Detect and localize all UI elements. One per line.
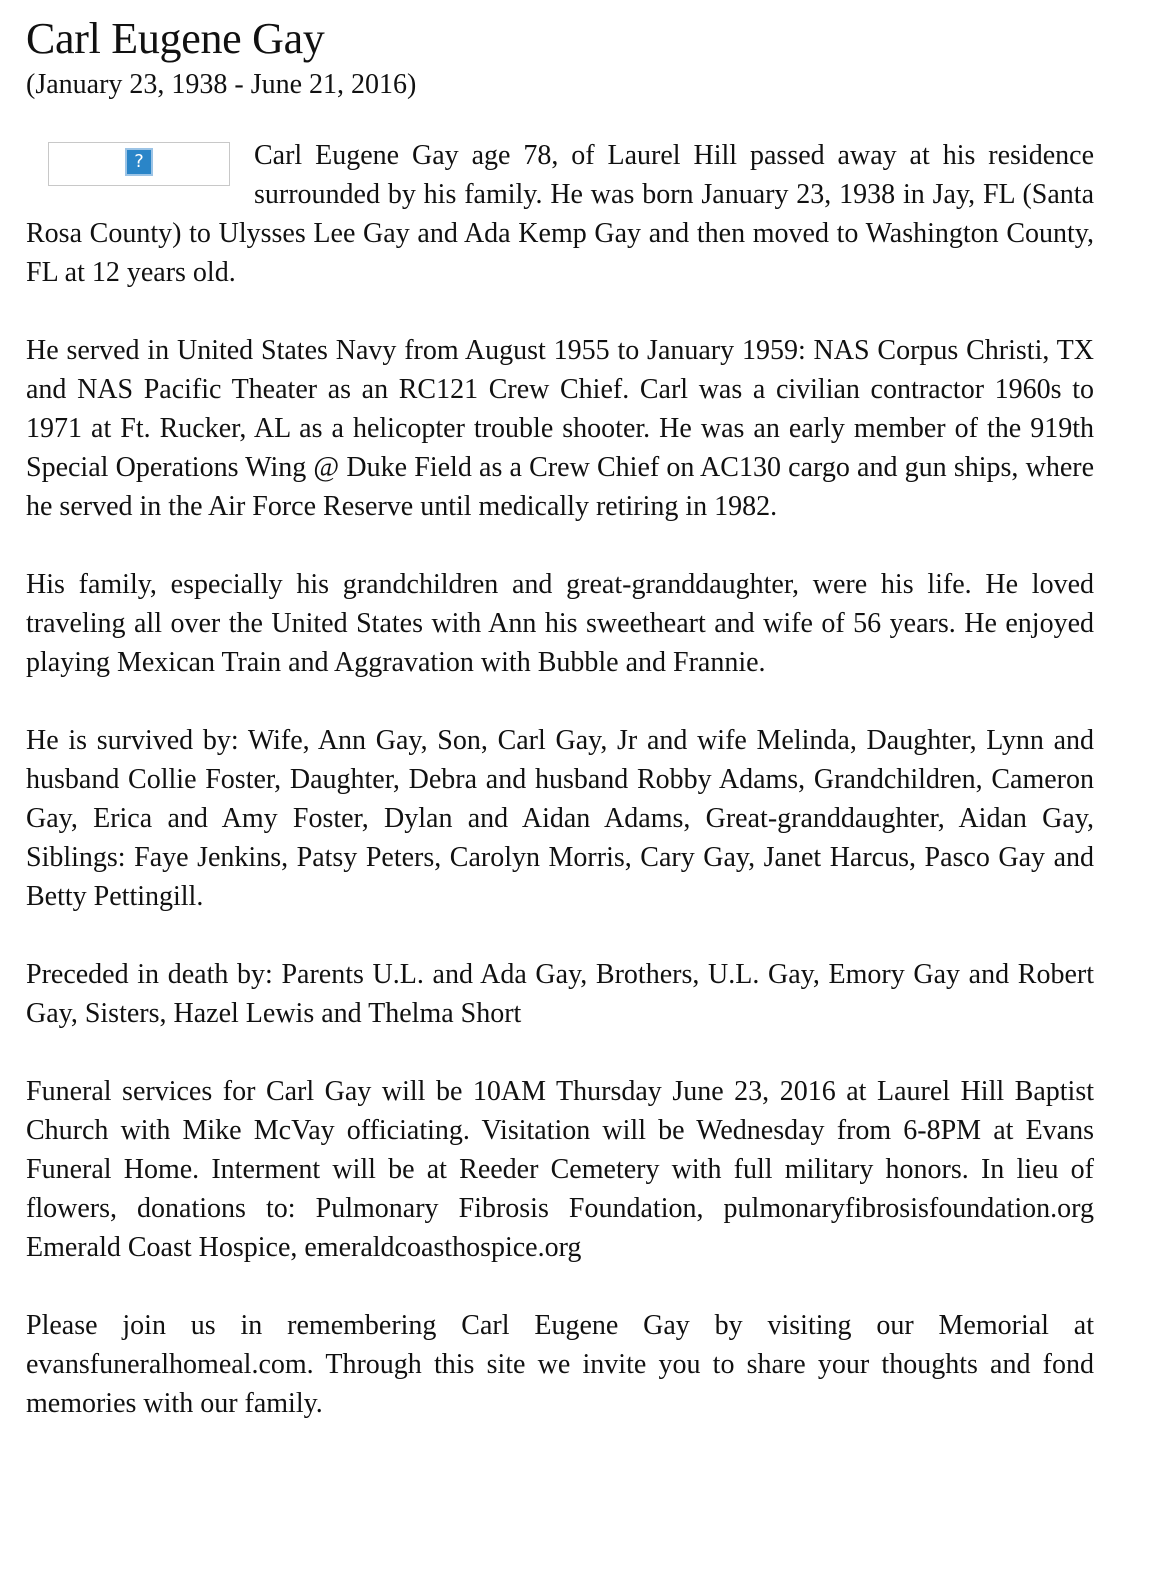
paragraph-memorial: Please join us in remembering Carl Eugene Gay by visiting our Memorial at evansfuneralhomeal.com. Through this site we invite you to share your thoughts and fond memories with our family. — [26, 1310, 1094, 1419]
paragraph-intro — [26, 136, 1094, 292]
paragraph-family: His family, especially his grandchildren and great-granddaughter, were his life. He loved traveling all over the United States with Ann his sweetheart and wife of 56 years. He enjoyed playing Mexican Train and Aggravation with Bubble and Frannie. — [26, 569, 1094, 678]
page-title: Carl Eugene Gay — [26, 14, 325, 63]
life-dates: (January 23, 1938 - June 21, 2016) — [26, 69, 417, 100]
paragraph-preceded-by: Preceded in death by: Parents U.L. and Ada Gay, Brothers, U.L. Gay, Emory Gay and Robert Gay, Sisters, Hazel Lewis and Thelma Short — [26, 959, 1094, 1029]
question-mark-icon: ? — [125, 148, 153, 176]
paragraph-survived-by: He is survived by: Wife, Ann Gay, Son, Carl Gay, Jr and wife Melinda, Daughter, Lynn and husband Collie Foster, Daughter, Debra and husband Robby Adams, Grandchildren, Cameron Gay, Erica and Amy Foster, Dylan and Aidan Adams, Great-granddaughter, Aidan Gay, Siblings: Faye Jenkins, Patsy Peters, Carolyn Morris, Cary Gay, Janet Harcus, Pasco Gay and Betty Pettingill. — [26, 725, 1094, 912]
paragraph-services: Funeral services for Carl Gay will be 10AM Thursday June 23, 2016 at Laurel Hill Baptist Church with Mike McVay officiating. Visitation will be Wednesday from 6-8PM at Evans Funeral Home. Interment will be at Reeder Cemetery with full military honors. In lieu of flowers, donations to: Pulmonary Fibrosis Foundation, pulmonaryfibrosisfoundation.org Emerald Coast Hospice, emeraldcoasthospice.org — [26, 1076, 1094, 1263]
paragraph-military: He served in United States Navy from August 1955 to January 1959: NAS Corpus Christi, TX and NAS Pacific Theater as an RC121 Crew Chief. Carl was a civilian contractor 1960s to 1971 at Ft. Rucker, AL as a helicopter trouble shooter. He was an early member of the 919th Special Operations Wing @ Duke Field as a Crew Chief on AC130 cargo and gun ships, where he served in the Air Force Reserve until medically retiring in 1982. — [26, 335, 1094, 522]
broken-image-placeholder — [48, 142, 230, 186]
paragraph-intro-text: Carl Eugene Gay age 78, of Laurel Hill passed away at his residence surrounded by his family. He was born January 23, 1938 in Jay, FL (Santa Rosa County) to Ulysses Lee Gay and Ada Kemp Gay and then moved to Washington County, FL at 12 years old. — [26, 140, 1094, 288]
